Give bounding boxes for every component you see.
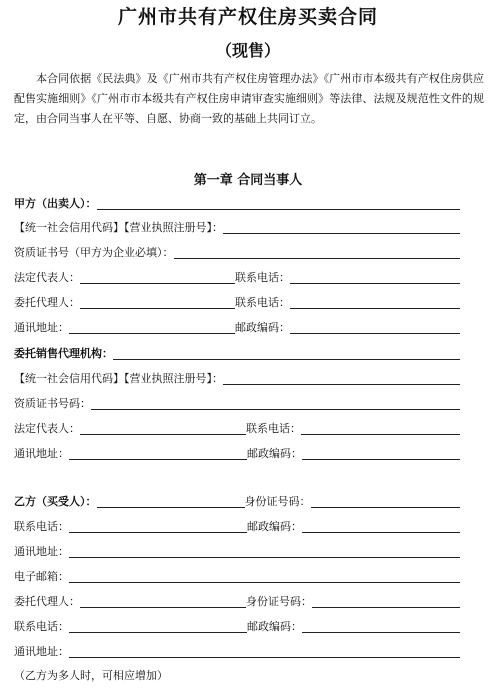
party-a-phone-label: 联系电话： xyxy=(235,271,290,284)
party-a-postcode-field[interactable] xyxy=(290,318,460,334)
agency-address-label: 通讯地址： xyxy=(14,447,69,460)
party-b-address-row xyxy=(14,541,460,561)
party-b-agent-postcode-label: 邮政编码： xyxy=(247,620,302,633)
party-b-agent-label: 委托代理人： xyxy=(14,595,80,608)
agency-qualification-field[interactable] xyxy=(91,394,460,410)
agency-credit-row xyxy=(14,368,460,388)
party-b-row xyxy=(14,491,460,511)
agency-phone-field[interactable] xyxy=(301,419,460,435)
agency-legal-rep-row xyxy=(14,418,460,438)
party-b-phone-label: 联系电话： xyxy=(14,520,69,533)
party-b-agent-row xyxy=(14,591,460,611)
party-b-agent-phone-row xyxy=(14,616,460,636)
agency-postcode-field[interactable] xyxy=(302,444,460,460)
party-a-legal-rep-field[interactable] xyxy=(80,268,235,284)
party-b-address-label: 通讯地址： xyxy=(14,545,69,558)
party-b-phone-row xyxy=(14,516,460,536)
party-b-agent-postcode-field[interactable] xyxy=(302,617,460,633)
party-b-phone-field[interactable] xyxy=(69,517,247,533)
party-b-id-field[interactable] xyxy=(311,492,461,508)
agency-legal-rep-label: 法定代表人： xyxy=(14,422,80,435)
party-a-address-row xyxy=(14,317,460,337)
party-a-agent-field[interactable] xyxy=(80,293,235,309)
agency-name-field[interactable] xyxy=(113,344,460,360)
party-a-address-label: 通讯地址： xyxy=(14,321,69,334)
agency-qualification-row xyxy=(14,393,460,413)
party-b-agent-id-label: 身份证号码： xyxy=(246,595,312,608)
party-a-credit-label: 【统一社会信用代码】【营业执照注册号】： xyxy=(14,221,223,234)
party-b-agent-field[interactable] xyxy=(80,592,246,608)
agency-address-row xyxy=(14,443,460,463)
party-b-email-row xyxy=(14,566,460,586)
party-b-email-label: 电子邮箱： xyxy=(14,570,69,583)
agency-heading: 委托销售代理机构： xyxy=(14,347,113,360)
party-b-heading: 乙方（买受人）： xyxy=(14,495,97,508)
agency-postcode-label: 邮政编码： xyxy=(247,447,302,460)
party-a-agent-phone-label: 联系电话： xyxy=(235,296,290,309)
party-b-agent-phone-field[interactable] xyxy=(69,617,247,633)
party-b-email-field[interactable] xyxy=(69,567,460,583)
agency-legal-rep-field[interactable] xyxy=(80,419,246,435)
party-b-agent-address-row xyxy=(14,641,460,661)
party-b-agent-address-label: 通讯地址： xyxy=(14,645,69,658)
party-a-heading: 甲方（出卖人）： xyxy=(14,197,97,210)
document-subtitle: （现售） xyxy=(215,41,280,60)
document-title: 广州市共有产权住房买卖合同 xyxy=(117,6,378,28)
party-b-agent-address-field[interactable] xyxy=(69,642,460,658)
agency-row xyxy=(14,343,460,363)
party-a-qualification-field[interactable] xyxy=(174,243,461,259)
party-b-address-field[interactable] xyxy=(69,542,460,558)
party-b-agent-id-field[interactable] xyxy=(312,592,460,608)
party-b-agent-phone-label: 联系电话： xyxy=(14,620,69,633)
agency-qualification-label: 资质证书号码： xyxy=(14,397,91,410)
party-a-row xyxy=(14,193,460,213)
agency-credit-field[interactable] xyxy=(223,369,460,385)
chapter-heading: 第一章 合同当事人 xyxy=(193,173,303,188)
party-b-postcode-label: 邮政编码： xyxy=(247,520,302,533)
party-a-agent-row xyxy=(14,292,460,312)
party-a-agent-phone-field[interactable] xyxy=(290,293,460,309)
party-a-credit-field[interactable] xyxy=(223,218,460,234)
party-a-legal-rep-label: 法定代表人： xyxy=(14,271,80,284)
party-a-qualification-label: 资质证书号（甲方为企业必填）： xyxy=(14,246,174,259)
party-a-credit-row xyxy=(14,217,460,237)
party-b-postcode-field[interactable] xyxy=(302,517,460,533)
party-a-name-field[interactable] xyxy=(97,194,461,210)
agency-address-field[interactable] xyxy=(69,444,247,460)
agency-phone-label: 联系电话： xyxy=(246,422,301,435)
party-b-name-field[interactable] xyxy=(97,492,245,508)
agency-credit-label: 【统一社会信用代码】【营业执照注册号】： xyxy=(14,372,223,385)
party-a-legal-rep-row xyxy=(14,267,460,287)
party-a-phone-field[interactable] xyxy=(290,268,460,284)
party-a-address-field[interactable] xyxy=(69,318,235,334)
party-a-postcode-label: 邮政编码： xyxy=(235,321,290,334)
multi-buyer-note: （乙方为多人时，可相应增加） xyxy=(14,669,168,682)
party-a-agent-label: 委托代理人： xyxy=(14,296,80,309)
preamble-paragraph: 本合同依据《民法典》及《广州市共有产权住房管理办法》《广州市市本级共有产权住房供应配售实施细则》《广州市市本级共有产权住房申请审查实施细则》等法律、法规及规范性文件的规定，由合同当事人在平等、自愿、协商一致的基础上共同订立。 xyxy=(14,72,484,125)
party-b-id-label: 身份证号码： xyxy=(244,495,311,508)
party-a-qualification-row xyxy=(14,242,460,262)
